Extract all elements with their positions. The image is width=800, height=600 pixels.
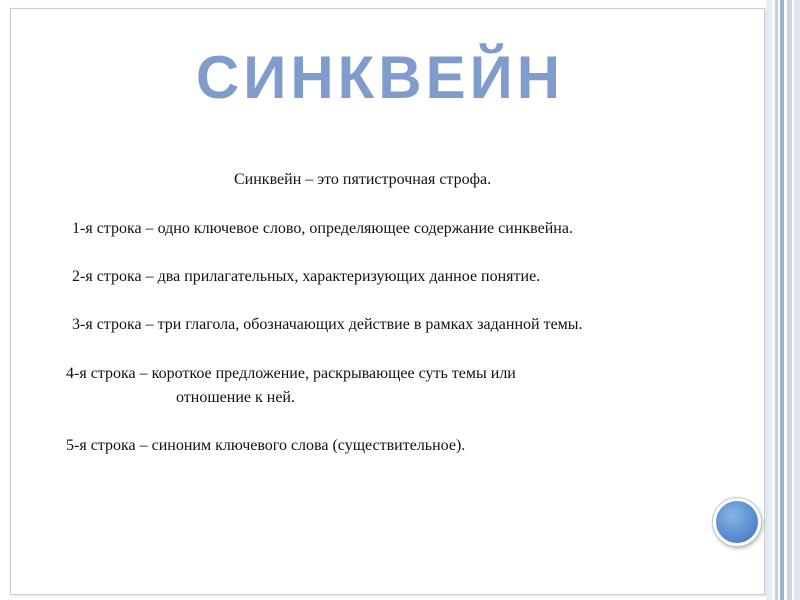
rule-line-2: 2-я строка – два прилагательных, характеризующих данное понятие. [72, 268, 541, 285]
stripe [780, 0, 784, 600]
frame-edge [764, 8, 765, 594]
intro-line: Синквейн – это пятистрочная строфа. [234, 171, 492, 188]
rule-line-5: 5-я строка – синоним ключевого слова (существительное). [66, 437, 466, 454]
stripe [787, 0, 792, 600]
decorative-circle-icon [713, 498, 761, 546]
decorative-stripes [760, 0, 800, 600]
stripe [775, 0, 778, 600]
rule-line-4-continuation: отношение к ней. [176, 389, 295, 406]
rule-line-1: 1-я строка – одно ключевое слово, определяющее содержание синквейна. [72, 220, 573, 237]
stripe [766, 0, 772, 600]
slide-title: СИНКВЕЙН [195, 44, 565, 111]
rule-line-4: 4-я строка – короткое предложение, раскрывающее суть темы или [66, 365, 516, 382]
rule-line-3: 3-я строка – три глагола, обозначающих действие в рамках заданной темы. [72, 316, 583, 333]
stripe [794, 0, 800, 600]
